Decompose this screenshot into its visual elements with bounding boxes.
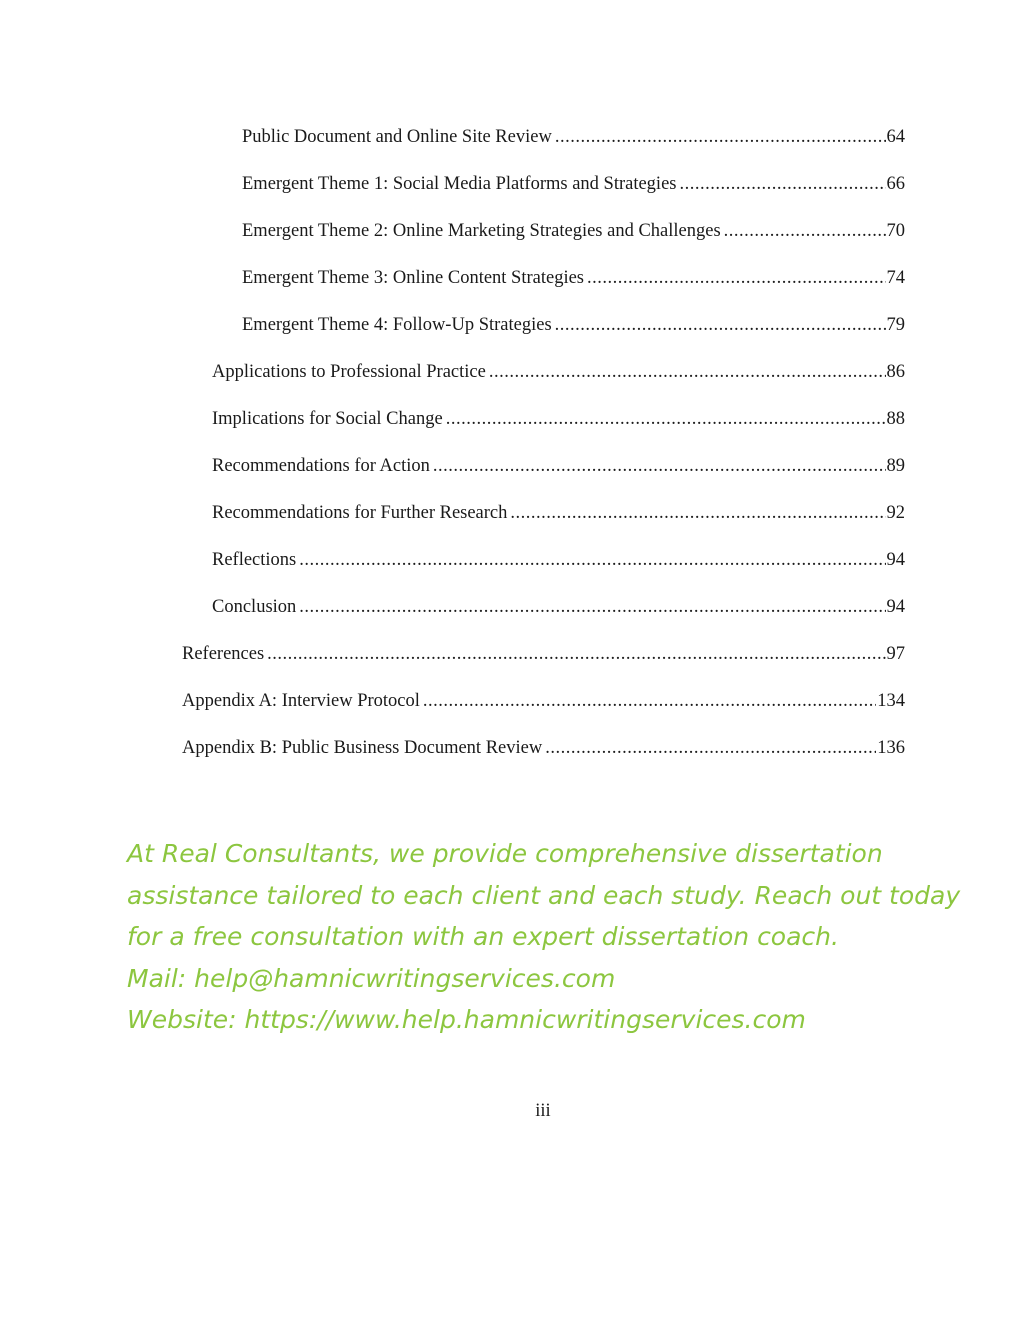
- toc-dot-leader: [555, 312, 886, 338]
- toc-dot-leader: [299, 594, 885, 620]
- page-number: iii: [535, 1101, 551, 1121]
- toc-entry[interactable]: [212, 359, 905, 385]
- promo-mail[interactable]: Mail: help@hamnicwritingservices.com: [127, 963, 616, 993]
- toc-entry-title: Conclusion: [212, 597, 297, 617]
- toc-entry[interactable]: [242, 218, 905, 244]
- toc-entry-title: Appendix B: Public Business Document Review: [182, 738, 543, 758]
- toc-entry-page: 136: [877, 738, 905, 758]
- toc-dot-leader: [510, 500, 885, 526]
- toc-entry[interactable]: [182, 735, 905, 761]
- promo-notice: [127, 833, 1007, 1041]
- toc-entry-title: Reflections: [212, 550, 297, 570]
- toc-entry-title: Recommendations for Further Research: [212, 503, 508, 523]
- toc-entry[interactable]: [242, 124, 905, 150]
- toc-entry-title: Emergent Theme 2: Online Marketing Strategies and Challenges: [242, 221, 721, 241]
- toc-dot-leader: [267, 641, 885, 667]
- toc-entry-page: 79: [886, 315, 905, 335]
- toc-entry[interactable]: [212, 500, 905, 526]
- toc-entry-page: 64: [886, 127, 905, 147]
- toc-entry[interactable]: [212, 594, 905, 620]
- toc-entry[interactable]: [212, 453, 905, 479]
- promo-line: assistance tailored to each client and each study. Reach out today: [127, 880, 961, 910]
- toc-entry-page: 66: [886, 174, 905, 194]
- toc-dot-leader: [679, 171, 885, 197]
- toc-entry-title: Emergent Theme 4: Follow-Up Strategies: [242, 315, 552, 335]
- toc-entry[interactable]: [242, 171, 905, 197]
- toc-entry-page: 97: [886, 644, 905, 664]
- promo-line: for a free consultation with an expert dissertation coach.: [127, 922, 839, 951]
- toc-entry-title: Public Document and Online Site Review: [242, 127, 552, 147]
- toc-entry-title: Applications to Professional Practice: [212, 362, 486, 382]
- toc-dot-leader: [299, 547, 885, 573]
- toc-entry-page: 86: [886, 362, 905, 382]
- toc-entry-title: Emergent Theme 3: Online Content Strategies: [242, 268, 585, 288]
- toc-entry[interactable]: [182, 641, 905, 667]
- toc-entry[interactable]: [212, 547, 905, 573]
- promo-line: At Real Consultants, we provide comprehensive dissertation: [127, 839, 883, 868]
- toc-dot-leader: [555, 124, 886, 150]
- toc-entry-page: 94: [886, 597, 905, 617]
- toc-entry-page: 94: [886, 550, 905, 570]
- toc-entry-page: 92: [886, 503, 905, 523]
- toc-entry-page: 70: [886, 221, 905, 241]
- toc-dot-leader: [587, 265, 885, 291]
- toc-entry[interactable]: [182, 688, 905, 714]
- toc-dot-leader: [489, 359, 886, 385]
- toc-dot-leader: [433, 453, 886, 479]
- toc-entry-page: 88: [886, 409, 905, 429]
- toc-entry-title: Implications for Social Change: [212, 409, 443, 429]
- toc-dot-leader: [724, 218, 886, 244]
- toc-dot-leader: [423, 688, 876, 714]
- toc-dot-leader: [545, 735, 876, 761]
- toc-entry-page: 89: [886, 456, 905, 476]
- toc-entry-page: 134: [877, 691, 905, 711]
- toc-entry-title: Emergent Theme 1: Social Media Platforms and Strategies: [242, 174, 677, 194]
- toc-dot-leader: [446, 406, 886, 432]
- toc-entry[interactable]: [212, 406, 905, 432]
- toc-entry-page: 74: [886, 268, 905, 288]
- toc-entry-title: Recommendations for Action: [212, 456, 430, 476]
- promo-website[interactable]: Website: https://www.help.hamnicwritingservices.com: [127, 1005, 806, 1034]
- toc-entry[interactable]: [242, 265, 905, 291]
- toc-entry-title: Appendix A: Interview Protocol: [182, 691, 420, 711]
- toc-entry-title: References: [182, 644, 265, 664]
- toc-entry[interactable]: [242, 312, 905, 338]
